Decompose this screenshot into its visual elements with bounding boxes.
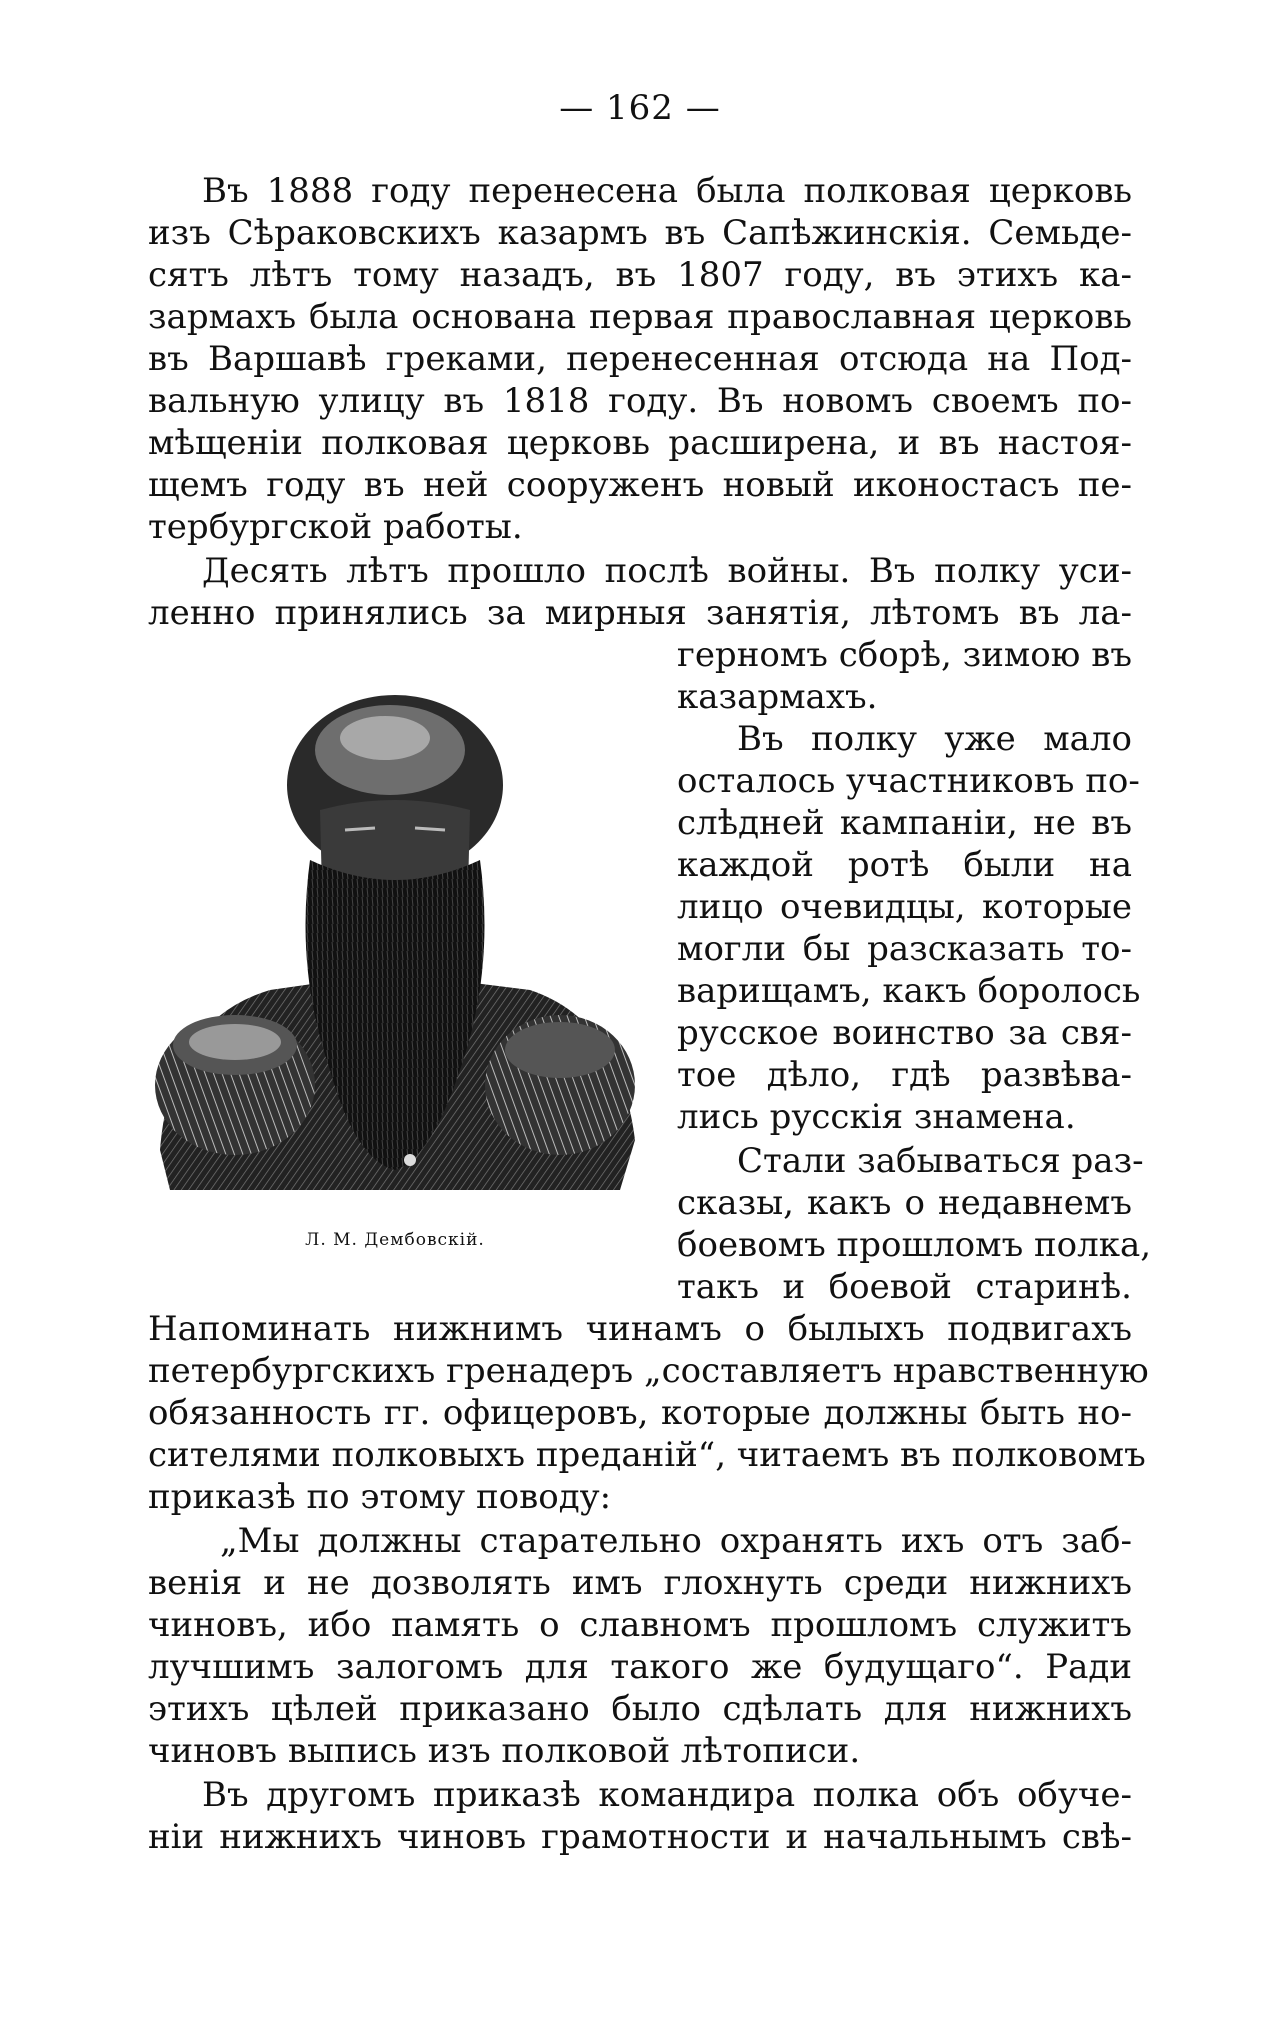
text-line: ніи нижнихъ чиновъ грамотности и начальнымъ свѣ- [148,1817,1132,1857]
text-line: изъ Сѣраковскихъ казармъ въ Сапѣжинскія. Семьде- [148,213,1132,253]
text-line: осталось участниковъ по- [677,761,1140,801]
text-line: сказы, какъ о недавнемъ [677,1183,1132,1223]
figure-caption: Л. М. Дембовскій. [305,1230,485,1250]
text-line: венія и не дозволять имъ глохнуть среди нижнихъ [148,1563,1132,1603]
page-number: — 162 — [559,88,721,128]
text-line: слѣдней кампаніи, не въ [677,803,1132,843]
text-line: щемъ году въ ней сооруженъ новый иконостасъ пе- [148,465,1132,505]
text-line: лись русскія знамена. [677,1097,1076,1137]
text-line: могли бы разсказать то- [677,929,1132,969]
text-line: въ Варшавѣ греками, перенесенная отсюда на Под- [148,339,1132,379]
text-line: Десять лѣтъ прошло послѣ войны. Въ полку уси- [202,551,1132,591]
text-line: Въ 1888 году перенесена была полковая церковь [202,171,1132,211]
text-line: Напоминать нижнимъ чинамъ о былыхъ подвигахъ [148,1309,1132,1349]
text-line: ленно принялись за мирныя занятія, лѣтомъ въ ла- [148,593,1132,633]
text-line: этихъ цѣлей приказано было сдѣлать для нижнихъ [148,1689,1132,1729]
text-line: Стали забываться раз- [737,1141,1144,1181]
text-line: сятъ лѣтъ тому назадъ, въ 1807 году, въ этихъ ка- [148,255,1132,295]
text-line: чиновъ выпись изъ полковой лѣтописи. [148,1731,861,1771]
text-line: приказѣ по этому поводу: [148,1477,612,1517]
text-line: вальную улицу въ 1818 году. Въ новомъ своемъ по- [148,381,1132,421]
text-line: „Мы должны старательно охранять ихъ отъ заб- [220,1521,1132,1561]
text-line: мѣщеніи полковая церковь расширена, и въ настоя- [148,423,1132,463]
text-line: зармахъ была основана первая православная церковь [148,297,1132,337]
text-line: чиновъ, ибо память о славномъ прошломъ служитъ [148,1605,1132,1645]
text-line: боевомъ прошломъ полка, [677,1225,1152,1265]
text-line: каждой ротѣ были на [677,845,1132,885]
text-line: казармахъ. [677,677,878,717]
text-line: петербургскихъ гренадеръ „составляетъ нравственную [148,1351,1149,1391]
text-line: Въ полку уже мало [737,719,1132,759]
text-line: тое дѣло, гдѣ развѣва- [677,1055,1132,1095]
text-line: герномъ сборѣ, зимою въ [677,635,1132,675]
text-line: варищамъ, какъ боролось [677,971,1141,1011]
text-line: обязанность гг. офицеровъ, которые должны быть но- [148,1393,1132,1433]
portrait-illustration [150,690,640,1190]
text-line: тербургской работы. [148,507,523,547]
text-line: Въ другомъ приказѣ командира полка объ обуче- [202,1775,1132,1815]
text-line: такъ и боевой старинѣ. [677,1267,1132,1307]
text-line: русское воинство за свя- [677,1013,1132,1053]
text-line: сителями полковыхъ преданій“, читаемъ въ полковомъ [148,1435,1146,1475]
text-line: лучшимъ залогомъ для такого же будущаго“. Ради [148,1647,1132,1687]
text-line: лицо очевидцы, которые [677,887,1132,927]
